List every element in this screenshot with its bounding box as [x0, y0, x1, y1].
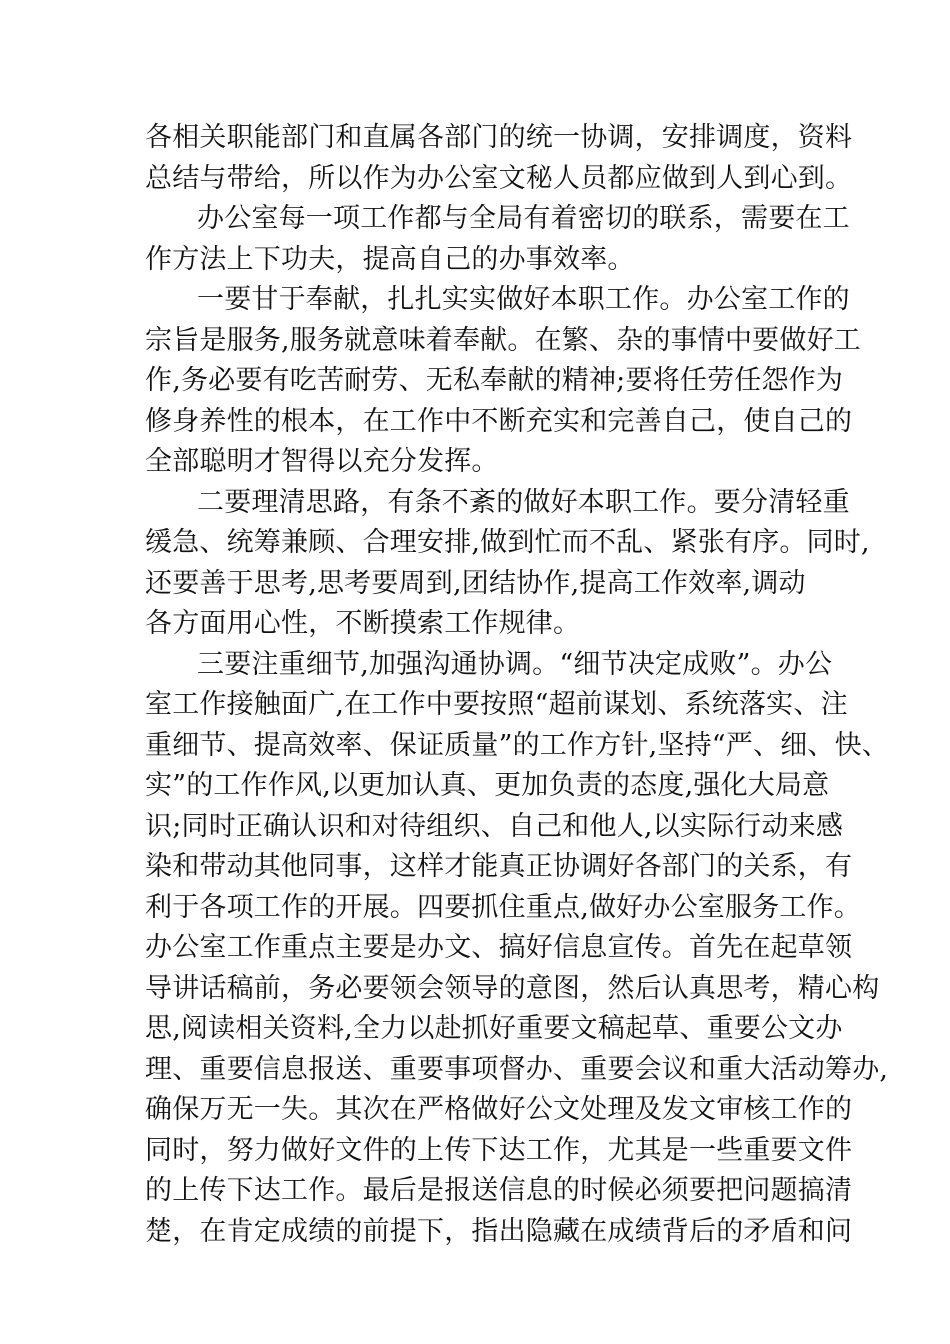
text-line: 作,务必要有吃苦耐劳、无私奉献的精神;要将任劳任怨作为 [145, 365, 844, 396]
text-line: 还要善于思考,思考要周到,团结协作,提高工作效率,调动 [145, 567, 806, 599]
text-line: 理、重要信息报送、重要事项督办、重要会议和重大活动筹办, [145, 1053, 889, 1085]
text-line: 的上传下达工作。最后是报送信息的时候必须要把问题搞清 [145, 1175, 853, 1206]
text-line: 染和带动其他同事，这样才能真正协调好各部门的关系，有 [145, 851, 853, 882]
text-line: 各方面用心性，不断摸索工作规律。 [145, 608, 581, 639]
document-body [145, 118, 889, 1252]
text-line: 总结与带给，所以作为办公室文秘人员都应做到人到心到。 [145, 162, 853, 194]
text-line: 作方法上下功夫，提高自己的办事效率。 [145, 243, 635, 275]
text-line: 确保万无一失。其次在严格做好公文处理及发文审核工作的 [145, 1094, 853, 1125]
text-line: 全部聪明才智得以充分发挥。 [145, 446, 499, 477]
paragraph-first-line: 二要理清思路，有条不紊的做好本职工作。要分清轻重 [197, 486, 850, 518]
text-line: 思,阅读相关资料,全力以赴抓好重要文稿起草、重要公文办 [145, 1013, 843, 1044]
text-line: 办公室工作重点主要是办文、搞好信息宣传。首先在起草领 [145, 932, 853, 963]
text-line: 修身养性的根本，在工作中不断充实和完善自己，使自己的 [145, 405, 853, 437]
text-line: 识;同时正确认识和对待组织、自己和他人,以实际行动来感 [145, 810, 844, 842]
text-line: 同时，努力做好文件的上传下达工作，尤其是一些重要文件 [145, 1134, 853, 1166]
text-line: 缓急、统筹兼顾、合理安排,做到忙而不乱、紧张有序。同时, [145, 527, 870, 558]
text-line: 楚，在肯定成绩的前提下，指出隐藏在成绩背后的矛盾和问 [145, 1215, 853, 1247]
paragraph-first-line: 三要注重细节,加强沟通协调。“细节决定成败”。办公 [197, 648, 833, 680]
text-line: 导讲话稿前，务必要领会领导的意图，然后认真思考，精心构 [145, 972, 880, 1004]
text-line: 室工作接触面广,在工作中要按照“超前谋划、系统落实、注 [145, 689, 848, 720]
text-line: 重细节、提高效率、保证质量”的工作方针,坚持“严、细、快、 [145, 729, 889, 761]
paragraph-first-line: 办公室每一项工作都与全局有着密切的联系，需要在工 [197, 203, 850, 234]
text-line: 各相关职能部门和直属各部门的统一协调，安排调度，资料 [145, 122, 853, 153]
text-line: 利于各项工作的开展。四要抓住重点,做好办公室服务工作。 [145, 891, 861, 923]
text-line: 宗旨是服务,服务就意味着奉献。在繁、杂的事情中要做好工 [145, 324, 861, 356]
text-line: 实”的工作作风,以更加认真、更加负责的态度,强化大局意 [145, 770, 830, 801]
paragraph-first-line: 一要甘于奉献，扎扎实实做好本职工作。办公室工作的 [197, 284, 850, 315]
